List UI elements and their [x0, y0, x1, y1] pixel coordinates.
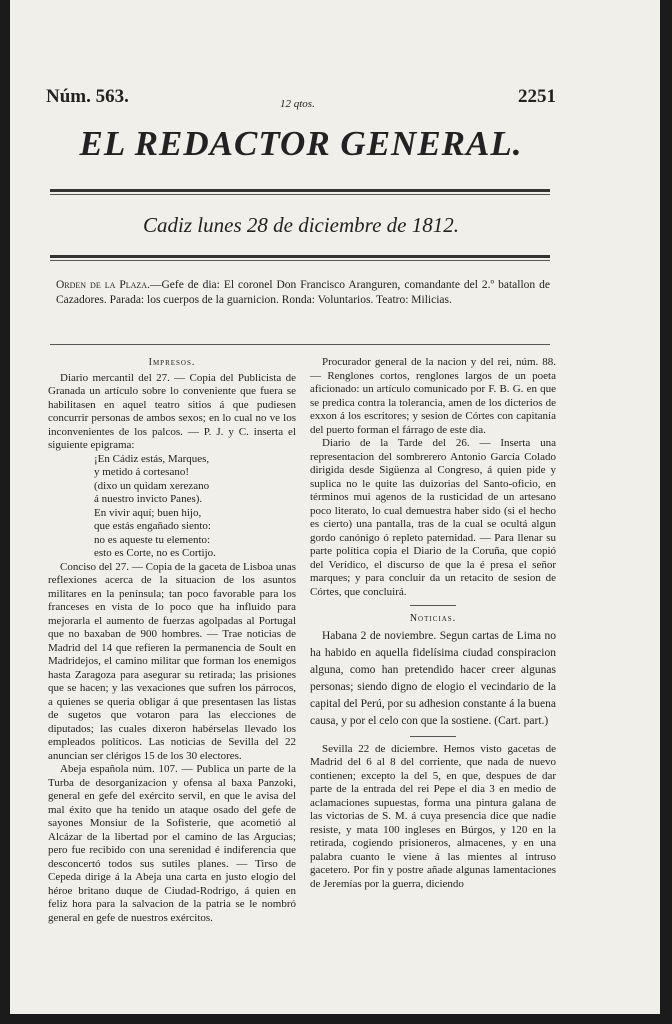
diario-tarde-paragraph: Diario de la Tarde del 26. — Inserta una representacion del sombrerero Antonio García Colado dirigida desde Sigüenza al Congreso, á quien pide y suplica no le quite las duizorias del Santo-oficio, en términos mui agenos de la rusticidad de un artesano poco literato, lo cual demuestra haber sido (si el hecho es cierto) una pantalla, tras de la cual se ocultá algun gordo canónigo ó repleto paternidad. — Para llenar su parte política copia el Diario de la Coruña, que copió del Verídico, el discurso de que la é presa el señor marques; y para concluir da un retacito de sesion de Córtes, que concluirá.: [310, 437, 556, 598]
epigram: [48, 453, 296, 561]
epigram-line: á nuestro invicto Panes).: [94, 493, 203, 505]
column-divider: [410, 605, 456, 606]
sevilla-paragraph: Sevilla 22 de diciembre. Hemos visto gacetas de Madrid del 6 al 8 del corriente, que nada de nuevo contienen; excepto la del 5, en que, despues de dar parte de la entrada del rei Pepe el dia 3 en medio de aclamaciones supuestas, forma una pintura galana de las victorias de S. M. á cuya presencia dice que nadie resiste, y mata 100 ingleses en Búrgos, y 120 en la retirada, cogiendo prisioneros, almacenes, y en una palabra cuanto le viene á las mientes al intruso gacetero. Por fin y postre añade algunas lamentaciones de Jeremías por la guerra, diciendo: [310, 742, 556, 890]
impresos-heading: Impresos.: [148, 357, 196, 368]
title-rule-top: [50, 189, 550, 192]
noticias-heading: Noticias.: [409, 613, 457, 624]
issue-number: Núm. 563.: [46, 86, 129, 107]
price-label: 12 qtos.: [280, 98, 315, 110]
orden-de-la-plaza: [56, 278, 550, 308]
procurador-paragraph: Procurador general de la nacion y del rei, núm. 88. — Renglones cortos, renglones largos de un poeta aficionado: un artículo comunicado por F. B. G. en que se predica contra la tolerancia, amen de los dicterios de exxon á los escritores; y sesion de Córtes con capitanía del puerto forman el fárrago de este dia.: [310, 356, 556, 436]
masthead-row: [46, 86, 556, 110]
epigram-line: (dixo un quidam xerezano: [94, 479, 210, 492]
title-rule-top-thin: [50, 194, 550, 195]
left-column: [48, 356, 296, 925]
column-divider: [410, 736, 456, 737]
epigram-line: esto es Corte, no es Cortijo.: [94, 547, 216, 559]
dateline-rule-thin: [50, 260, 550, 261]
dateline: Cadiz lunes 28 de diciembre de 1812.: [143, 213, 459, 237]
section-rule: [50, 344, 550, 345]
epigram-line: no es aqueste tu elemento:: [94, 533, 211, 546]
abeja-paragraph: Abeja española núm. 107. — Publica un parte de la Turba de desorganizacion y ofensa al baxa Panzoki, general en gefe del exército servil, en que le avisa del mal éxito que ha tenido un ataque osado del gefe de sayones Monsiur de la Sofisterie, que acometió al Alcázar de la libertad por el camino de las Argucias; pero fue recibido con una serenidad é indiferencia que desconcertó todos sus sutiles planes. — Tirso de Cepeda dirige á la Abeja una carta en justo elogio del héroe britano duque de Ciudad-Rodrigo, á quien en feliz hora para la salvacion de la patria se le nombró general en gefe de nuestros exércitos.: [48, 763, 296, 924]
conciso-paragraph: Conciso del 27. — Copia de la gaceta de Lisboa unas reflexiones acerca de la situacion de los asuntos militares en la península; tan poco favorable para los franceses en vista de lo poco que ha influido para mejorarla el aumento de fuerzas agolpadas al Portugal que no baxaban de 900 hombres. — Trae noticias de Madrid del 14 que refieren la permanencia de Soult en Madridejos, el camino militar que forman los enemigos hasta Zaragoza para asegurar su retirada; las prisiones que se hacen; y las vexaciones que sufren los párrocos, a quienes se queria obligar á que presentasen las listas de sugetos que votaron para las elecciones de diputados; las cuales dixeron habérselas llevado los empleados políticos. Las noticias de Sevilla del 22 anuncian ser clérigos 15 de los 30 electores.: [48, 560, 296, 762]
epigram-line: ¡En Cádiz estás, Marques,: [94, 452, 210, 465]
newspaper-title: EL REDACTOR GENERAL.: [79, 124, 523, 163]
dateline-rule: [50, 255, 550, 258]
habana-paragraph: Habana 2 de noviembre. Segun cartas de Lima no ha habido en aquella fidelísima ciudad conspiracion alguna, como han pretendido hacer creer algunas personas; siendo digno de elogio el vecindario de la capital del Perú, por su adhesion constante á la buena causa, y por el celo con que la sostiene. (Cart. part.): [310, 629, 556, 727]
newspaper-page: [10, 0, 660, 1014]
orden-text: —Gefe de dia: El coronel Don Francisco Aranguren, comandante del 2.º batallon de Cazadores. Parada: los cuerpos de la guarnicion. Ronda: Voluntarios. Teatro: Milicias.: [56, 279, 550, 306]
orden-label: Orden de la Plaza.: [56, 279, 150, 291]
epigram-line: En vivir aquí; buen hijo,: [94, 506, 202, 519]
epigram-line: y metido á cortesano!: [94, 466, 189, 478]
page-number: 2251: [518, 86, 556, 107]
right-column: [310, 356, 556, 891]
diario-mercantil-paragraph: Diario mercantil del 27. — Copia del Publicista de Granada un artículo sobre lo conveniente que fuera se habilitasen en aquel teatro sitios á que pudiesen concurrir personas de ambos sexos; en lo cual no ve los inconvenientes de los palcos. — P. J. y C. inserta el siguiente epigrama:: [48, 371, 296, 451]
epigram-line: que estás engañado siento:: [94, 520, 211, 532]
